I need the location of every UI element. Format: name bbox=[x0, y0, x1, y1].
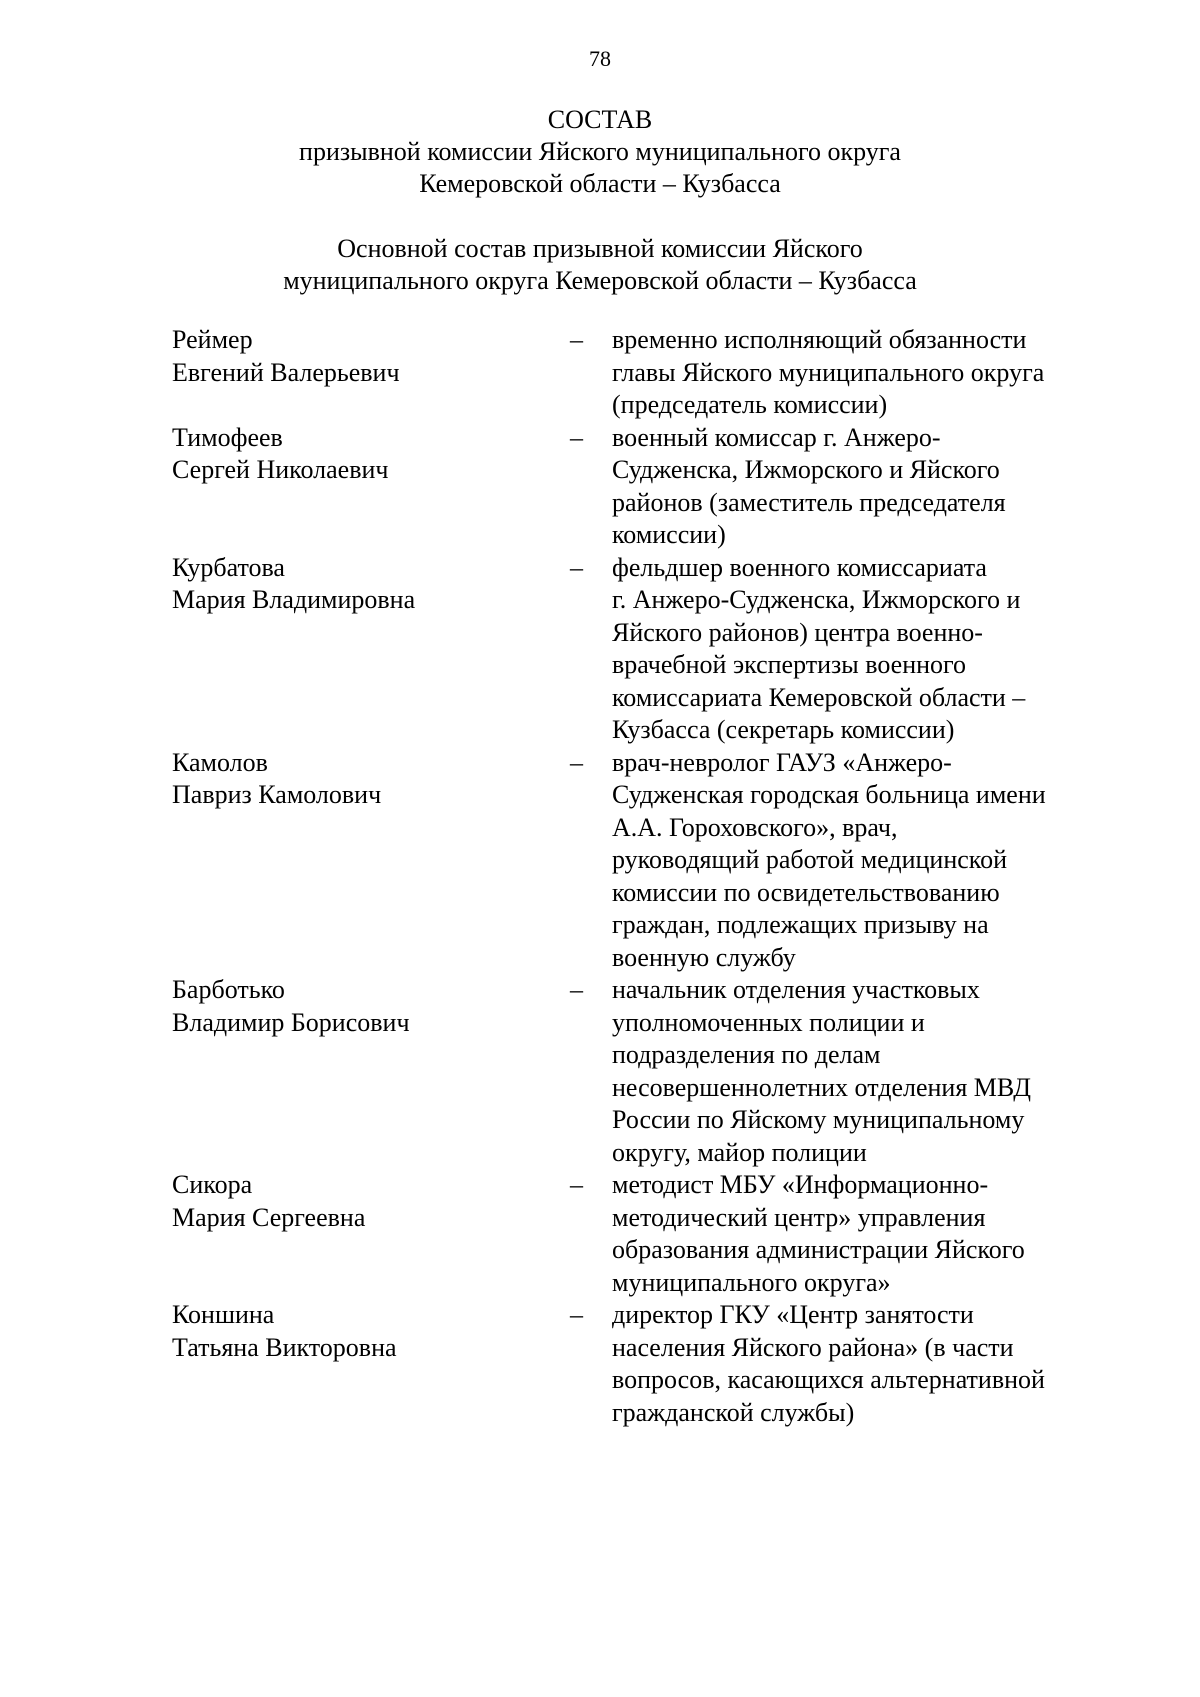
heading-line: Основной состав призывной комиссии Яйского bbox=[337, 234, 863, 263]
dash-separator: – bbox=[570, 422, 583, 452]
dash-separator: – bbox=[570, 747, 583, 777]
role-line: директор ГКУ «Центр занятости bbox=[612, 1300, 974, 1329]
document-title bbox=[0, 104, 1200, 200]
role-line: гражданской службы) bbox=[612, 1397, 855, 1427]
role-line: населения Яйского района» (в части bbox=[612, 1332, 1014, 1362]
role-line: комиссии по освидетельствованию bbox=[612, 877, 1000, 907]
role-line: Яйского районов) центра военно- bbox=[612, 617, 983, 647]
role-line: г. Анжеро-Судженска, Ижморского и bbox=[612, 585, 1021, 614]
title-line: СОСТАВ bbox=[547, 105, 653, 134]
role-line: Кузбасса (секретарь комиссии) bbox=[612, 715, 955, 744]
section-heading bbox=[0, 233, 1200, 297]
role-line: главы Яйского муниципального округа bbox=[612, 357, 1045, 387]
member-given-names: Евгений Валерьевич bbox=[172, 357, 400, 387]
role-line: Судженска, Ижморского и Яйского bbox=[612, 455, 1000, 484]
role-line: Судженская городская больница имени bbox=[612, 780, 1046, 809]
member-entry bbox=[172, 747, 1112, 975]
role-line: А.А. Гороховского», врач, bbox=[612, 812, 898, 842]
member-entry bbox=[172, 1299, 1112, 1429]
role-line: России по Яйскому муниципальному bbox=[612, 1105, 1025, 1134]
role-line: (председатель комиссии) bbox=[612, 390, 888, 419]
member-entry bbox=[172, 324, 1112, 422]
page-number: 78 bbox=[589, 46, 611, 71]
member-given-names: Мария Владимировна bbox=[172, 585, 416, 614]
member-name bbox=[172, 974, 570, 1169]
member-name bbox=[172, 1299, 570, 1429]
role-line: методист МБУ «Информационно- bbox=[612, 1170, 989, 1199]
member-entry bbox=[172, 422, 1112, 552]
member-surname: Курбатова bbox=[172, 552, 285, 582]
members-list bbox=[172, 324, 1112, 1429]
member-given-names: Татьяна Викторовна bbox=[172, 1332, 397, 1362]
role-line: образования администрации Яйского bbox=[612, 1235, 1025, 1264]
role-line: вопросов, касающихся альтернативной bbox=[612, 1365, 1045, 1394]
member-role bbox=[612, 422, 1112, 552]
member-name bbox=[172, 324, 570, 422]
member-entry bbox=[172, 1169, 1112, 1299]
role-line: методический центр» управления bbox=[612, 1202, 986, 1232]
role-line: муниципального округа» bbox=[612, 1267, 891, 1297]
member-surname: Камолов bbox=[172, 747, 268, 777]
role-line: комиссариата Кемеровской области – bbox=[612, 682, 1026, 712]
title-line: Кемеровской области – Кузбасса bbox=[419, 169, 781, 198]
role-line: уполномоченных полиции и bbox=[612, 1007, 925, 1037]
member-surname: Сикора bbox=[172, 1170, 253, 1199]
role-line: комиссии) bbox=[612, 520, 726, 549]
heading-line: муниципального округа Кемеровской области – Кузбасса bbox=[283, 266, 917, 295]
role-line: несовершеннолетних отделения МВД bbox=[612, 1072, 1032, 1102]
role-line: подразделения по делам bbox=[612, 1040, 881, 1069]
role-line: военную службу bbox=[612, 942, 796, 972]
member-given-names: Мария Сергеевна bbox=[172, 1202, 366, 1232]
role-line: районов (заместитель председателя bbox=[612, 487, 1006, 517]
role-line: военный комиссар г. Анжеро- bbox=[612, 422, 941, 452]
dash-separator: – bbox=[570, 975, 583, 1004]
dash-separator: – bbox=[570, 552, 583, 582]
role-line: граждан, подлежащих призыву на bbox=[612, 910, 989, 939]
role-line: временно исполняющий обязанности bbox=[612, 325, 1027, 354]
role-line: округу, майор полиции bbox=[612, 1137, 867, 1167]
member-name bbox=[172, 1169, 570, 1299]
member-given-names: Владимир Борисович bbox=[172, 1007, 410, 1037]
role-line: начальник отделения участковых bbox=[612, 975, 980, 1004]
member-role bbox=[612, 747, 1112, 975]
member-entry bbox=[172, 552, 1112, 747]
role-line: врач-невролог ГАУЗ «Анжеро- bbox=[612, 747, 952, 777]
member-role bbox=[612, 552, 1112, 747]
member-name bbox=[172, 422, 570, 552]
member-name bbox=[172, 747, 570, 975]
member-surname: Тимофеев bbox=[172, 422, 283, 452]
member-name bbox=[172, 552, 570, 747]
member-surname: Реймер bbox=[172, 325, 253, 354]
role-line: врачебной экспертизы военного bbox=[612, 650, 967, 679]
member-surname: Коншина bbox=[172, 1300, 275, 1329]
member-role bbox=[612, 324, 1112, 422]
role-line: руководящий работой медицинской bbox=[612, 845, 1008, 874]
member-entry bbox=[172, 974, 1112, 1169]
dash-separator: – bbox=[570, 325, 583, 354]
role-line: фельдшер военного комиссариата bbox=[612, 552, 987, 582]
member-role bbox=[612, 1299, 1112, 1429]
title-line: призывной комиссии Яйского муниципального округа bbox=[299, 137, 901, 166]
member-given-names: Сергей Николаевич bbox=[172, 455, 389, 484]
dash-separator: – bbox=[570, 1300, 583, 1329]
member-surname: Барботько bbox=[172, 975, 285, 1004]
member-role bbox=[612, 974, 1112, 1169]
member-role bbox=[612, 1169, 1112, 1299]
member-given-names: Павриз Камолович bbox=[172, 780, 382, 809]
dash-separator: – bbox=[570, 1170, 583, 1199]
